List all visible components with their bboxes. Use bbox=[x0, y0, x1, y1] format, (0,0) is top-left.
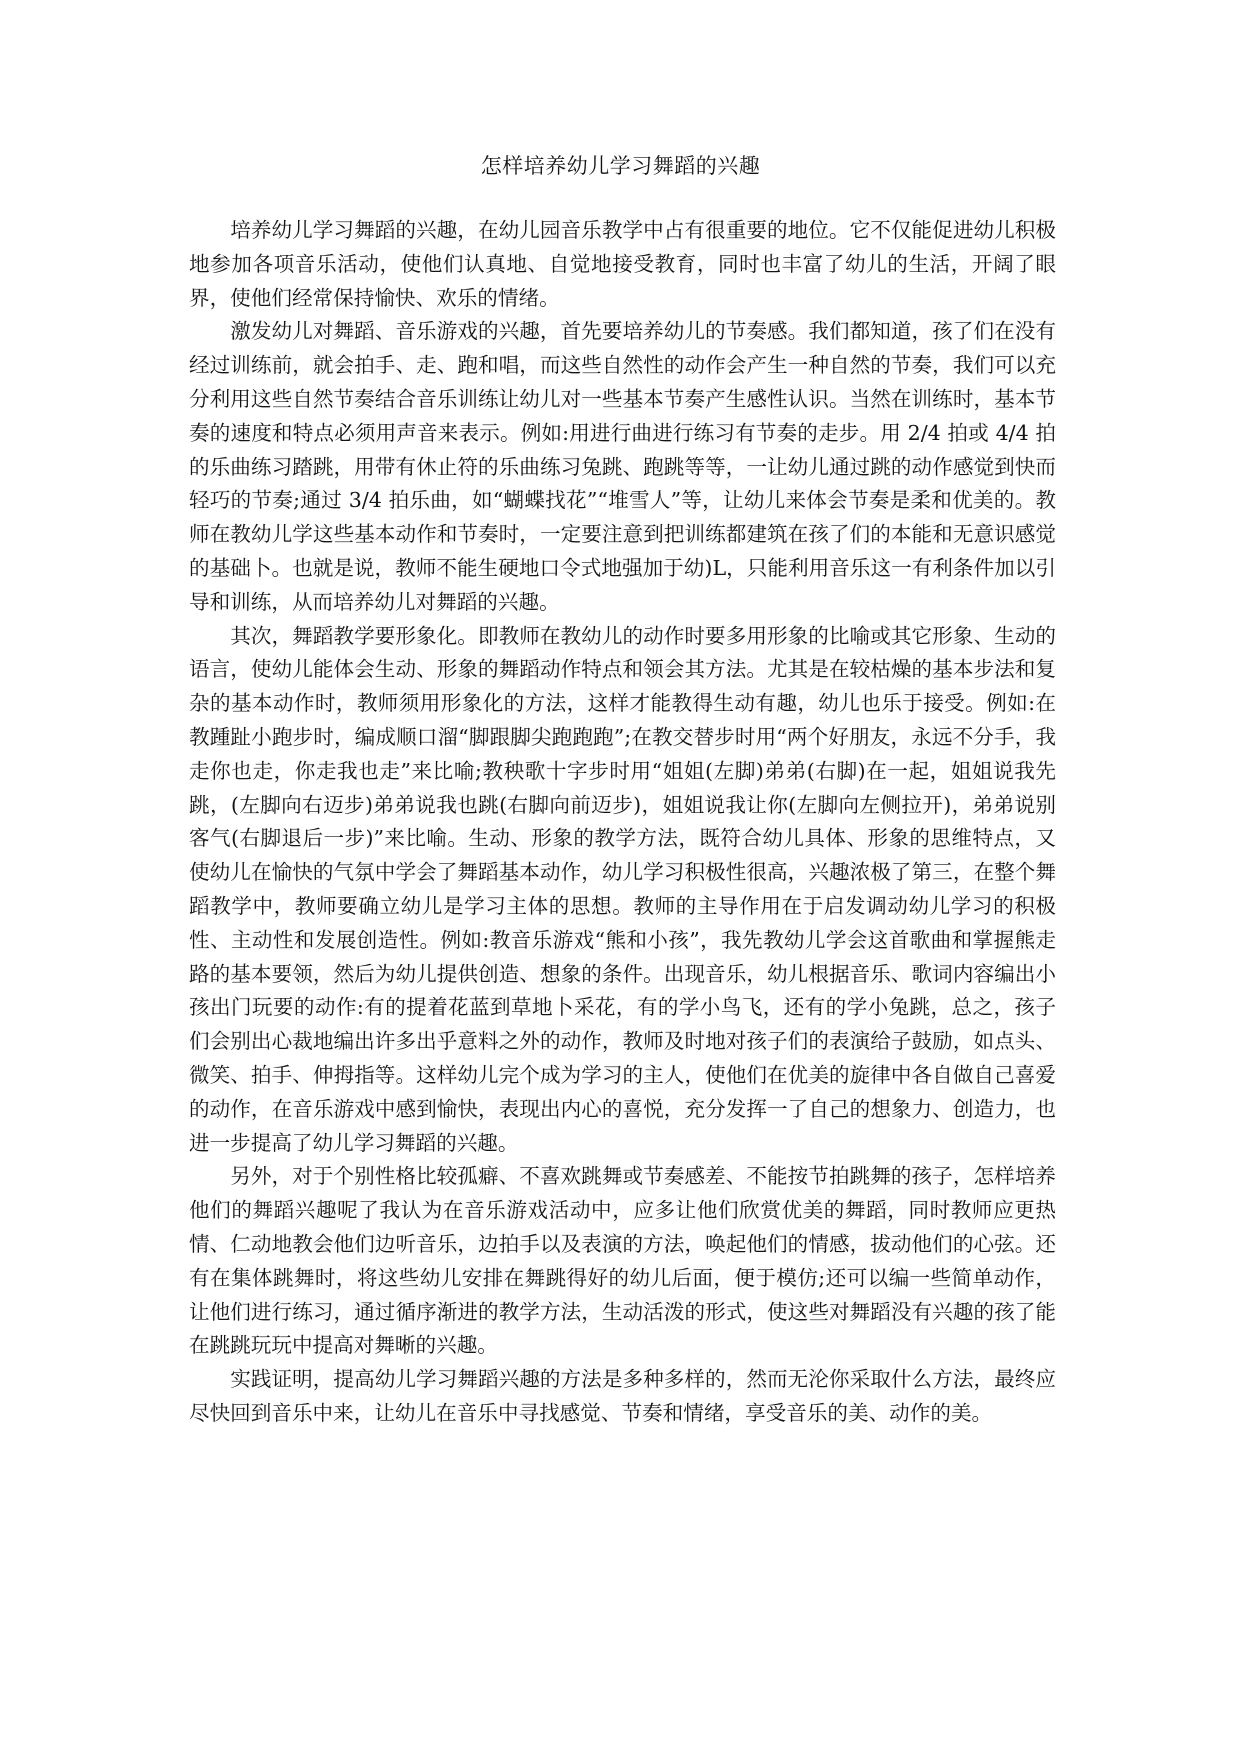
paragraph-intro: 培养幼儿学习舞蹈的兴趣，在幼儿园音乐教学中占有很重要的地位。它不仅能促进幼儿积极地参加各项音乐活动，使他们认真地、自觉地接受教育，同时也丰富了幼儿的生活，开阔了眼界，使他们经常保持愉快、欢乐的情绪。 bbox=[189, 218, 1056, 310]
document-title: 怎样培养幼儿学习舞蹈的兴趣 bbox=[480, 154, 761, 178]
paragraph-rhythm: 激发幼儿对舞蹈、音乐游戏的兴趣，首先要培养幼儿的节奏感。我们都知道，孩了们在没有经过训练前，就会拍手、走、跑和唱，而这些自然性的动作会产生一种自然的节奏，我们可以充分利用这些自然节奏结合音乐训练让幼儿对一些基本节奏产生感性认识。当然在训练时，基本节奏的速度和特点必须用声音来表示。例如:用进行曲进行练习有节奏的走步。用 2/4 拍或 4/4 拍的乐曲练习踏跳，用带有休止符的乐曲练习兔跳、跑跳等等，一让幼儿通过跳的动作感觉到快而轻巧的节奏;通过 3/4 拍乐曲，如“蝴蝶找花”“堆雪人”等，让幼儿来体会节奏是柔和优美的。教师在教幼儿学这些基本动作和节奏时，一定要注意到把训练都建筑在孩了们的本能和无意识感觉的基础卜。也就是说，教师不能生硬地口令式地强加于幼)L，只能利用音乐这一有利条件加以引导和训练，从而培养幼儿对舞蹈的兴趣。 bbox=[189, 319, 1056, 614]
paragraph-shy-children: 另外，对于个别性格比较孤癖、不喜欢跳舞或节奏感差、不能按节拍跳舞的孩子，怎样培养他们的舞蹈兴趣呢了我认为在音乐游戏活动中，应多让他们欣赏优美的舞蹈，同时教师应更热情、仁动地教会他们边听音乐，边拍手以及表演的方法，唤起他们的情感，拔动他们的心弦。还有在集体跳舞时，将这些幼儿安排在舞跳得好的幼儿后面，便于模仿;还可以编一些简单动作，让他们进行练习，通过循序渐进的教学方法，生动活泼的形式，使这些对舞蹈没有兴趣的孩了能在跳跳玩玩中提高对舞晰的兴趣。 bbox=[189, 1164, 1056, 1358]
paragraph-imagery: 其次，舞蹈教学要形象化。即教师在教幼儿的动作时要多用形象的比喻或其它形象、生动的语言，使幼儿能体会生动、形象的舞蹈动作特点和领会其方法。尤其是在较枯燥的基本步法和复杂的基本动作时，教师须用形象化的方法，这样才能教得生动有趣，幼儿也乐于接受。例如:在教踵趾小跑步时，编成顺口溜“脚跟脚尖跑跑跑”;在教交替步时用“两个好朋友，永远不分手，我走你也走，你走我也走”来比喻;教秧歌十字步时用“姐姐(左脚)弟弟(右脚)在一起，姐姐说我先跳，(左脚向右迈步)弟弟说我也跳(右脚向前迈步)，姐姐说我让你(左脚向左侧拉开)，弟弟说别客气(右脚退后一步)”来比喻。生动、形象的教学方法，既符合幼儿具体、形象的思维特点，又使幼儿在愉快的气氛中学会了舞蹈基本动作，幼儿学习积极性很高，兴趣浓极了第三，在整个舞蹈教学中，教师要确立幼儿是学习主体的思想。教师的主导作用在于启发调动幼儿学习的积极性、主动性和发展创造性。例如:教音乐游戏“熊和小孩”，我先教幼儿学会这首歌曲和掌握熊走路的基本要领，然后为幼儿提供创造、想象的条件。出现音乐，幼儿根据音乐、歌词内容编出小孩出门玩要的动作:有的提着花蓝到草地卜采花，有的学小鸟飞，还有的学小兔跳，总之，孩子们会别出心裁地编出许多出乎意料之外的动作，教师及时地对孩子们的表演给子鼓励，如点头、微笑、拍手、伸拇指等。这样幼儿完个成为学习的主人，使他们在优美的旋律中各自做自己喜爱的动作，在音乐游戏中感到愉快，表现出内心的喜悦，充分发挥一了自己的想象力、创造力，也进一步提高了幼儿学习舞蹈的兴趣。 bbox=[189, 623, 1056, 1155]
paragraph-conclusion: 实践证明，提高幼儿学习舞蹈兴趣的方法是多种多样的，然而无沦你采取什么方法，最终应尽快回到音乐中来，让幼儿在音乐中寻找感觉、节奏和情绪，享受音乐的美、动作的美。 bbox=[189, 1367, 1056, 1425]
document-body bbox=[189, 214, 1056, 1431]
